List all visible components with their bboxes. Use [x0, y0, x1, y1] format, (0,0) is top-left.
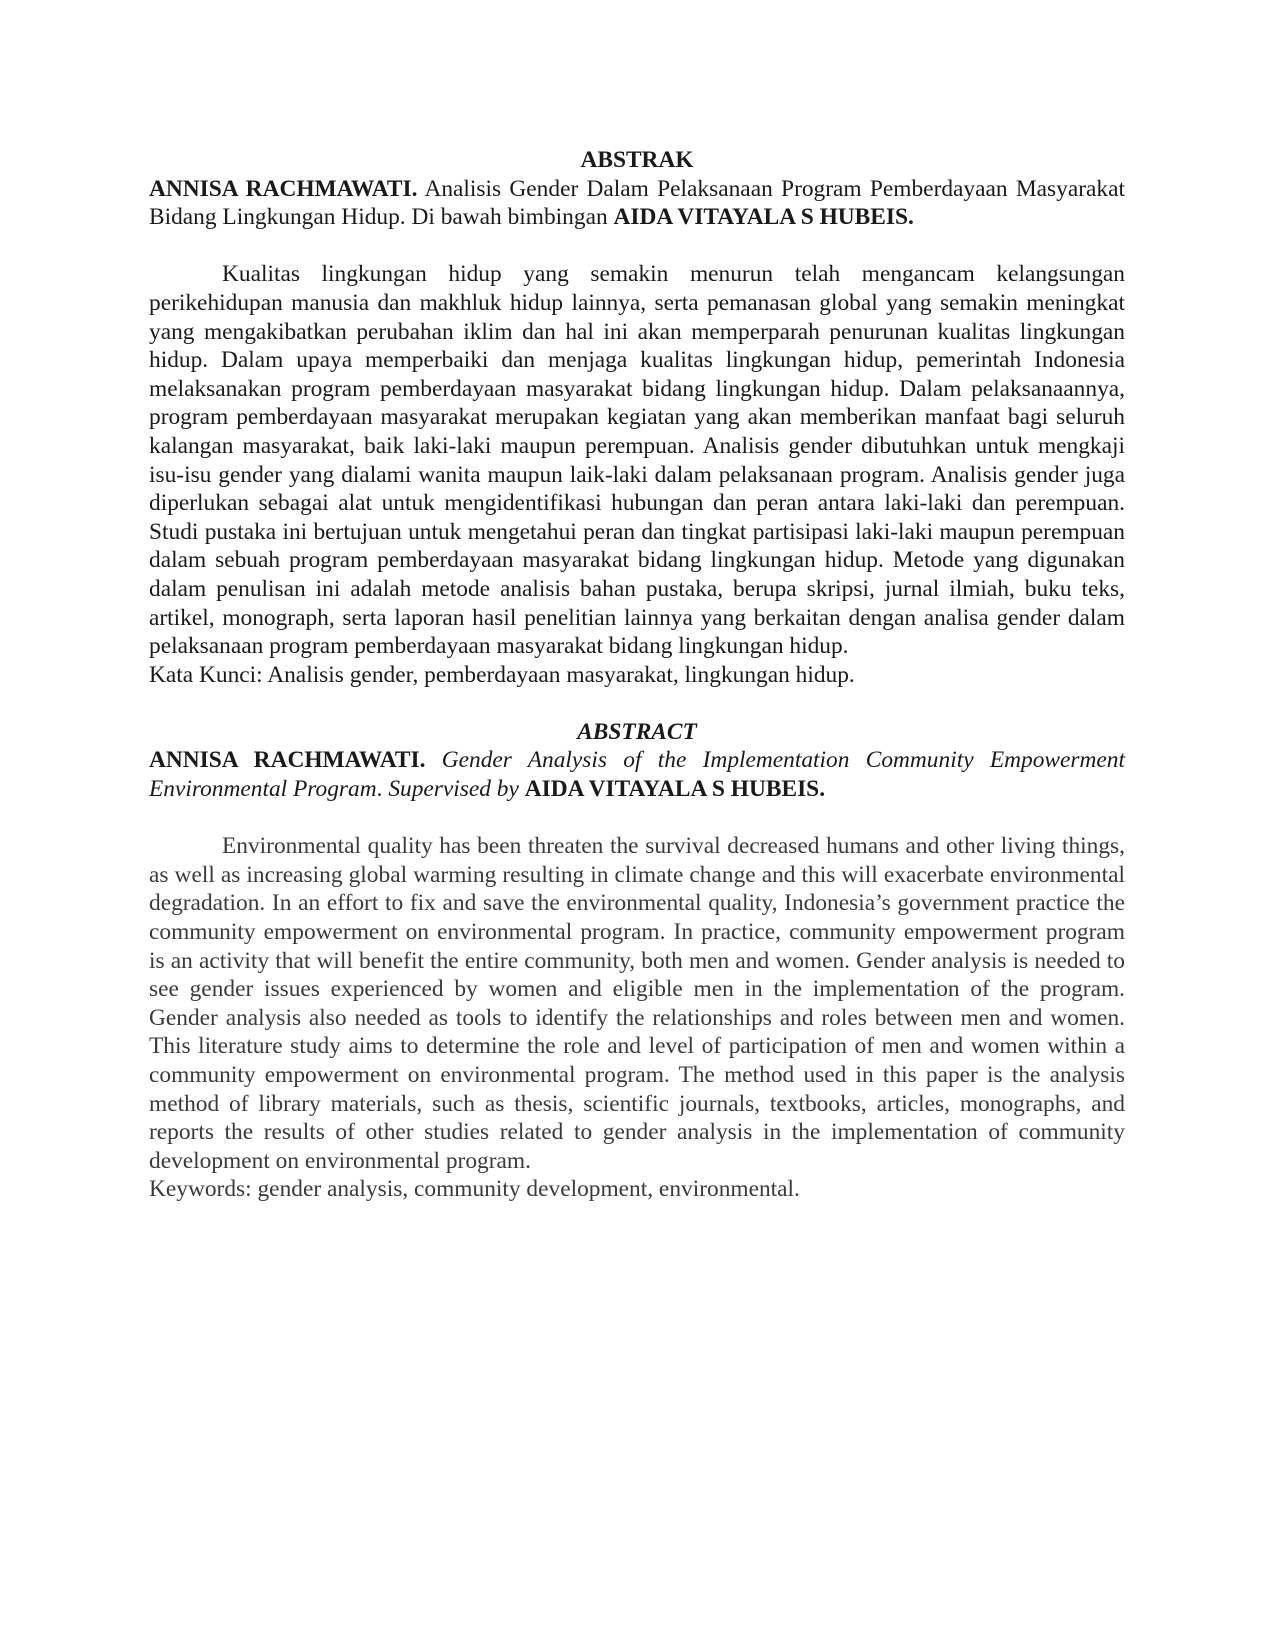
thesis-title: Gender Analysis of the Implementation Community Empowerment Environmental Program	[149, 747, 1125, 803]
author-name: ANNISA RACHMAWATI.	[149, 175, 418, 202]
supervisor-name: AIDA VITAYALA S HUBEIS.	[524, 776, 826, 803]
document-page	[149, 146, 1125, 1204]
abstrak-keywords: Kata Kunci: Analisis gender, pemberdayaan masyarakat, lingkungan hidup.	[149, 661, 855, 688]
abstract-keywords: Keywords: gender analysis, community development, environmental.	[149, 1176, 800, 1203]
abstrak-author-line	[149, 175, 1125, 232]
abstract-author-line: ANNISA RACHMAWATI. Gender Analysis of the Implementation Community Empowerment Environmental Program. Supervised by AIDA VITAYALA S HUBEIS.	[149, 747, 1125, 803]
abstract-section	[149, 718, 1125, 1204]
supervised-by-label: Supervised by	[388, 776, 519, 803]
spacer	[149, 689, 1125, 718]
thesis-title: Analisis Gender Dalam Pelaksanaan Program Pemberdayaan Masyarakat Bidang Lingkungan Hidup. Di bawah bimbingan	[149, 175, 1125, 231]
spacer	[149, 804, 1125, 833]
abstract-heading: ABSTRACT	[577, 718, 697, 745]
author-name: ANNISA RACHMAWATI.	[149, 747, 426, 774]
abstract-body: Environmental quality has been threaten the survival decreased humans and other living things, as well as increasing global warming resulting in climate change and this will exacerbate environmental degradation. In an effort to fix and save the environmental quality, Indonesia’s government practice the community empowerment on environmental program. In practice, community empowerment program is an activity that will benefit the entire community, both men and women. Gender analysis is needed to see gender issues experienced by women and eligible men in the implementation of the program. Gender analysis also needed as tools to identify the relationships and roles between men and women. This literature study aims to determine the role and level of participation of men and women within a community empowerment on environmental program. The method used in this paper is the analysis method of library materials, such as thesis, scientific journals, textbooks, articles, monographs, and reports the results of other studies related to gender analysis in the implementation of community development on environmental program.	[149, 833, 1125, 1174]
abstrak-heading: ABSTRAK	[580, 147, 694, 173]
abstrak-section	[149, 146, 1125, 689]
spacer	[149, 232, 1125, 261]
supervisor-name: AIDA VITAYALA S HUBEIS.	[613, 204, 914, 231]
abstrak-body: Kualitas lingkungan hidup yang semakin menurun telah mengancam kelangsungan perikehidupan manusia dan makhluk hidup lainnya, serta pemanasan global yang semakin meningkat yang mengakibatkan perubahan iklim dan hal ini akan memperparah penurunan kualitas lingkungan hidup. Dalam upaya memperbaiki dan menjaga kualitas lingkungan hidup, pemerintah Indonesia melaksanakan program pemberdayaan masyarakat bidang lingkungan hidup. Dalam pelaksanaannya, program pemberdayaan masyarakat merupakan kegiatan yang akan memberikan manfaat bagi seluruh kalangan masyarakat, baik laki-laki maupun perempuan. Analisis gender dibutuhkan untuk mengkaji isu-isu gender yang dialami wanita maupun laik-laki dalam pelaksanaan program. Analisis gender juga diperlukan sebagai alat untuk mengidentifikasi hubungan dan peran antara laki-laki dan perempuan. Studi pustaka ini bertujuan untuk mengetahui peran dan tingkat partisipasi laki-laki maupun perempuan dalam sebuah program pemberdayaan masyarakat bidang lingkungan hidup. Metode yang digunakan dalam penulisan ini adalah metode analisis bahan pustaka, berupa skripsi, jurnal ilmiah, buku teks, artikel, monograph, serta laporan hasil penelitian lainnya yang berkaitan dengan analisa gender dalam pelaksanaan program pemberdayaan masyarakat bidang lingkungan hidup.	[149, 261, 1125, 660]
